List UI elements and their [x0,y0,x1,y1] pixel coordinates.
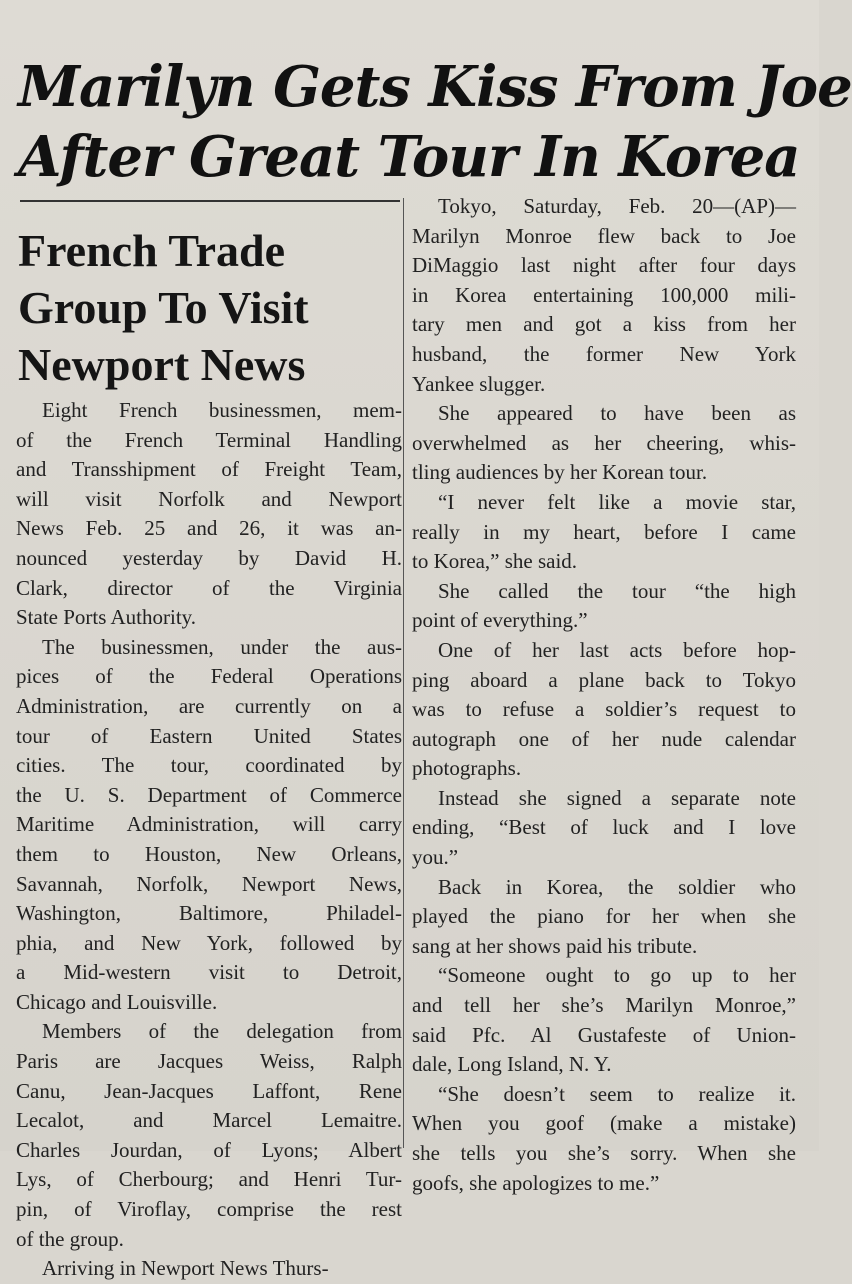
french-trade-article-line: News Feb. 25 and 26, it was an- [16,516,402,541]
marilyn-article-line: husband, the former New York [412,341,796,366]
marilyn-article-line: Back in Korea, the soldier who [438,874,796,899]
marilyn-article-line: When you goof (make a mistake) [412,1111,796,1136]
french-trade-article-line: the U. S. Department of Commerce [16,782,402,807]
marilyn-article-line: tary men and got a kiss from her [412,312,796,337]
main-headline-line-2: After Great Tour In Korea [18,124,800,190]
marilyn-article-line: photographs. [412,756,522,781]
marilyn-article-line: Tokyo, Saturday, Feb. 20—(AP)— [438,194,796,218]
marilyn-article-line: was to refuse a soldier’s request to [412,697,796,722]
marilyn-article-line: dale, Long Island, N. Y. [412,1052,612,1077]
french-trade-article-line: Washington, Baltimore, Philadel- [16,901,402,926]
headline-divider [20,200,400,202]
french-trade-headline-line-3: Newport News [18,339,306,390]
french-trade-article-line: Canu, Jean-Jacques Laffont, Rene [16,1078,402,1103]
french-trade-article-line: Eight French businessmen, mem- [42,398,402,422]
marilyn-article-line: point of everything.” [412,608,588,633]
marilyn-article-line: she tells you she’s sorry. When she [412,1141,796,1165]
marilyn-article-line: Instead she signed a separate note [438,785,796,810]
french-trade-headline [18,222,403,393]
french-trade-article-line: Members of the delegation from [42,1019,402,1044]
marilyn-article-line: Marilyn Monroe flew back to Joe [412,223,796,248]
main-headline [18,52,852,192]
marilyn-article-line: goofs, she apologizes to me.” [412,1170,660,1195]
french-trade-article-body [16,396,402,1284]
french-trade-article-line: of the French Terminal Handling [16,427,402,452]
french-trade-article-line: Maritime Administration, will carry [16,812,402,837]
marilyn-article-body [412,192,796,1198]
french-trade-article-line: will visit Norfolk and Newport [16,486,402,511]
marilyn-article-line: to Korea,” she said. [412,549,578,574]
marilyn-article-line: said Pfc. Al Gustafeste of Union- [412,1022,796,1047]
marilyn-article-line: She appeared to have been as [438,401,796,426]
french-trade-article-line: of the group. [16,1226,124,1251]
french-trade-article-line: Arriving in Newport News Thurs- [42,1256,329,1281]
marilyn-article-line: played the piano for her when she [412,904,796,929]
marilyn-article-line: in Korea entertaining 100,000 mili- [412,282,796,307]
french-trade-article-line: a Mid-western visit to Detroit, [16,960,402,985]
french-trade-article-line: The businessmen, under the aus- [42,634,402,659]
french-trade-article-line: nounced yesterday by David H. [16,545,402,570]
french-trade-article-line: State Ports Authority. [16,605,197,630]
marilyn-article-line: DiMaggio last night after four days [412,253,796,278]
marilyn-article-line: overwhelmed as her cheering, whis- [412,430,796,455]
french-trade-article-line: Clark, director of the Virginia [16,575,402,600]
marilyn-article-line: “I never felt like a movie star, [438,489,796,514]
french-trade-article-line: Charles Jourdan, of Lyons; Albert [16,1137,402,1162]
french-trade-article-line: and Transshipment of Freight Team, [16,457,402,482]
french-trade-article-line: Lys, of Cherbourg; and Henri Tur- [16,1167,402,1192]
marilyn-article-line: Yankee slugger. [412,371,546,396]
main-headline-line-1: Marilyn Gets Kiss From Joe [18,54,852,120]
marilyn-article-line: really in my heart, before I came [412,519,796,544]
french-trade-article-line: pices of the Federal Operations [16,664,402,689]
marilyn-article-line: autograph one of her nude calendar [412,726,796,751]
french-trade-article-line: Savannah, Norfolk, Newport News, [16,871,402,896]
french-trade-article-line: them to Houston, New Orleans, [16,841,402,866]
french-trade-article-line: Chicago and Louisville. [16,989,218,1014]
marilyn-article-line: ending, “Best of luck and I love [412,815,796,840]
marilyn-article-line: ping aboard a plane back to Tokyo [412,667,796,692]
french-trade-article-line: cities. The tour, coordinated by [16,753,402,778]
marilyn-article-line: She called the tour “the high [438,578,796,603]
marilyn-article-line: tling audiences by her Korean tour. [412,460,708,485]
french-trade-headline-line-1: French Trade [18,225,286,276]
french-trade-article-line: phia, and New York, followed by [16,930,402,955]
marilyn-article-line: One of her last acts before hop- [438,637,796,662]
column-divider [403,198,404,1148]
french-trade-article-line: Paris are Jacques Weiss, Ralph [16,1049,402,1074]
marilyn-article-line: you.” [412,845,459,870]
french-trade-article-line: pin, of Viroflay, comprise the rest [16,1197,402,1222]
french-trade-headline-line-2: Group To Visit [18,282,309,333]
french-trade-article-line: tour of Eastern United States [16,723,402,748]
marilyn-article-line: “She doesn’t seem to realize it. [438,1081,796,1106]
marilyn-article-line: and tell her she’s Marilyn Monroe,” [412,993,796,1018]
marilyn-article-line: sang at her shows paid his tribute. [412,933,698,958]
french-trade-article-line: Lecalot, and Marcel Lemaitre. [16,1108,402,1133]
french-trade-article-line: Administration, are currently on a [16,693,402,718]
marilyn-article-line: “Someone ought to go up to her [438,963,796,988]
